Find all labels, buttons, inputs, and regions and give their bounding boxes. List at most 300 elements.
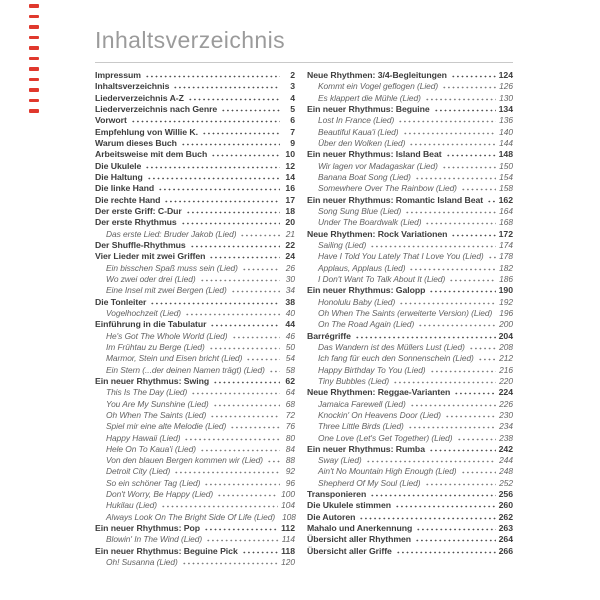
toc-entry-page: 263	[498, 523, 513, 534]
toc-entry	[95, 546, 295, 557]
toc-entry-page: 112	[281, 523, 295, 534]
leader-dots	[181, 138, 280, 146]
toc-entry-label: Einführung in die Tabulatur	[95, 319, 207, 330]
toc-entry-label: Neue Rhythmen: Reggae-Varianten	[307, 387, 451, 398]
red-edge-mark	[29, 109, 39, 113]
toc-entry-page: 24	[285, 251, 295, 262]
leader-dots	[186, 206, 280, 214]
toc-column-right	[307, 70, 513, 568]
toc-entry-label: Das erste Lied: Bruder Jakob (Lied)	[106, 228, 237, 239]
toc-entry-label: Die linke Hand	[95, 183, 155, 194]
leader-dots	[190, 240, 280, 248]
toc-entry-label: Mahalo und Anerkennung	[307, 523, 413, 534]
toc-entry	[307, 206, 513, 217]
toc-entry	[307, 399, 513, 410]
toc-entry-page: 22	[285, 239, 295, 250]
toc-entry-label: Transponieren	[307, 489, 367, 500]
toc-entry-label: Sway (Lied)	[318, 455, 362, 466]
toc-entry	[307, 240, 513, 251]
red-edge-mark	[29, 46, 39, 50]
toc-entry-page: 114	[281, 534, 295, 545]
toc-entry	[95, 115, 295, 126]
leader-dots	[131, 115, 280, 123]
toc-entry-label: Always Look On The Bright Side Of Life (Lied)	[106, 511, 276, 522]
toc-entry	[307, 217, 513, 228]
toc-entry-page: 21	[285, 228, 295, 239]
leader-dots	[416, 523, 495, 531]
toc-entry	[307, 455, 513, 466]
leader-dots	[242, 546, 278, 554]
toc-entry-label: Über den Wolken (Lied)	[318, 137, 406, 148]
toc-entry	[95, 161, 295, 172]
toc-entry	[95, 331, 295, 342]
leader-dots	[150, 297, 280, 305]
toc-entry-label: So ein schöner Tag (Lied)	[106, 477, 201, 488]
toc-entry	[307, 115, 513, 126]
toc-entry	[307, 478, 513, 489]
leader-dots	[429, 285, 495, 293]
toc-entry-page: 266	[498, 545, 513, 556]
toc-entry-page: 144	[499, 137, 513, 148]
toc-entry-label: Von den blauen Bergen kommen wir (Lied)	[106, 455, 263, 466]
toc-entry	[307, 512, 513, 523]
leader-dots	[408, 421, 496, 429]
toc-entry-label: Warum dieses Buch	[95, 137, 177, 148]
toc-entry	[95, 104, 295, 115]
leader-dots	[442, 81, 496, 89]
toc-entry-label: Lost In France (Lied)	[318, 115, 395, 126]
toc-entry-page: 120	[281, 557, 295, 568]
toc-entry-label: Vogelhochzeit (Lied)	[106, 307, 182, 318]
toc-entry-label: Applaus, Applaus (Lied)	[318, 262, 406, 273]
leader-dots	[200, 274, 280, 282]
toc-entry-label: He's Got The Whole World (Lied)	[106, 330, 228, 341]
toc-entry-page: 126	[499, 81, 513, 92]
toc-entry-page: 168	[499, 217, 513, 228]
toc-entry-label: Ein neuer Rhythmus: Beguine Pick	[95, 545, 238, 556]
toc-entry-label: Ein neuer Rhythmus: Romantic Island Beat	[307, 194, 484, 205]
toc-entry-label: Die Ukulele stimmen	[307, 500, 392, 511]
toc-entry-label: Übersicht aller Rhythmen	[307, 534, 412, 545]
toc-entry-label: Three Little Birds (Lied)	[318, 421, 404, 432]
toc-entry	[307, 149, 513, 160]
leader-dots	[158, 183, 280, 191]
toc-entry-page: 46	[285, 330, 295, 341]
toc-entry	[307, 263, 513, 274]
toc-entry	[95, 489, 295, 500]
leader-dots	[398, 115, 496, 123]
toc-entry-page: 6	[290, 115, 295, 126]
toc-entry-page: 238	[499, 432, 513, 443]
toc-entry-page: 34	[285, 285, 295, 296]
toc-entry-page: 62	[285, 375, 295, 386]
toc-entry-page: 244	[499, 455, 513, 466]
leader-dots	[395, 500, 496, 508]
leader-dots	[399, 297, 496, 305]
toc-entry	[307, 353, 513, 364]
toc-entry-page: 178	[499, 251, 513, 262]
leader-dots	[446, 149, 496, 157]
toc-entry-page: 130	[499, 92, 513, 103]
toc-entry-page: 196	[499, 307, 514, 318]
toc-entry	[95, 365, 295, 376]
toc-entry	[307, 500, 513, 511]
toc-entry-label: Oh When The Saints (erweiterte Version) (Lied)	[318, 307, 493, 318]
leader-dots	[182, 557, 278, 565]
leader-dots	[204, 478, 280, 486]
leader-dots	[213, 399, 280, 407]
toc-entry-page: 84	[285, 443, 295, 454]
toc-entry-page: 234	[499, 421, 513, 432]
toc-entry	[307, 274, 513, 285]
toc-entry	[307, 285, 513, 296]
leader-dots	[204, 523, 278, 531]
leader-dots	[415, 172, 496, 180]
leader-dots	[409, 263, 496, 271]
leader-dots	[396, 546, 496, 554]
toc-entry-label: You Are My Sunshine (Lied)	[106, 398, 209, 409]
leader-dots	[457, 433, 497, 441]
toc-entry	[95, 308, 295, 319]
toc-entry-label: Vorwort	[95, 115, 127, 126]
toc-entry-label: Es klappert die Mühle (Lied)	[318, 92, 421, 103]
toc-entry	[307, 331, 513, 342]
toc-entry	[307, 81, 513, 92]
red-edge-mark	[29, 99, 39, 103]
leader-dots	[240, 229, 280, 237]
red-edge-mark	[29, 25, 39, 29]
leader-dots	[202, 127, 280, 135]
leader-dots	[269, 365, 280, 373]
toc-entry-label: Der Shuffle-Rhythmus	[95, 239, 186, 250]
red-edge-mark	[29, 36, 39, 40]
toc-entry-page: 200	[499, 319, 513, 330]
toc-entry-page: 136	[499, 115, 513, 126]
leader-dots	[267, 455, 280, 463]
toc-entry-label: Ich fang für euch den Sonnenschein (Lied)	[318, 353, 474, 364]
toc-entry-label: Oh When The Saints (Lied)	[106, 409, 207, 420]
leader-dots	[173, 81, 280, 89]
toc-entry	[95, 512, 295, 523]
toc-entry-label: One Love (Let's Get Together) (Lied)	[318, 432, 453, 443]
toc-entry-page: 44	[285, 319, 295, 330]
leader-dots	[370, 489, 495, 497]
leader-dots	[425, 93, 496, 101]
toc-entry-label: This Is The Day (Lied)	[106, 387, 188, 398]
toc-entry-label: Ein neuer Rhythmus: Galopp	[307, 285, 426, 296]
toc-entry-label: I Don't Want To Talk About It (Lied)	[318, 273, 446, 284]
leader-dots	[209, 342, 280, 350]
toc-entry	[307, 308, 513, 319]
toc-entry	[307, 523, 513, 534]
toc-entry-label: Wo zwei oder drei (Lied)	[106, 273, 196, 284]
toc-entry	[307, 387, 513, 398]
toc-entry-page: 18	[285, 205, 295, 216]
red-edge-mark	[29, 15, 39, 19]
toc-entry-page: 260	[498, 500, 513, 511]
toc-entry-page: 186	[499, 273, 513, 284]
toc-entry-page: 148	[498, 149, 513, 160]
toc-columns	[95, 70, 513, 568]
toc-entry-label: Blowin' In The Wind (Lied)	[106, 534, 203, 545]
toc-entry-page: 264	[498, 534, 513, 545]
toc-entry	[95, 353, 295, 364]
toc-entry-label: Knockin' On Heavens Door (Lied)	[318, 409, 441, 420]
toc-entry	[95, 229, 295, 240]
leader-dots	[434, 104, 496, 112]
toc-entry-page: 162	[498, 194, 513, 205]
toc-entry-label: Arbeitsweise mit dem Buch	[95, 149, 208, 160]
toc-entry	[307, 410, 513, 421]
toc-entry-label: Die rechte Hand	[95, 194, 161, 205]
toc-entry	[95, 240, 295, 251]
toc-entry-page: 256	[498, 489, 513, 500]
toc-entry-label: Have I Told You Lately That I Love You (Lied)	[318, 251, 484, 262]
toc-entry	[307, 546, 513, 557]
toc-entry-page: 38	[285, 296, 295, 307]
leader-dots	[425, 217, 496, 225]
toc-entry-page: 58	[285, 364, 295, 375]
toc-entry	[95, 297, 295, 308]
leader-dots	[415, 534, 496, 542]
toc-entry-page: 7	[290, 126, 295, 137]
toc-entry-label: Detroit City (Lied)	[106, 466, 171, 477]
toc-entry-page: 124	[498, 70, 513, 80]
leader-dots	[221, 104, 280, 112]
toc-entry	[307, 534, 513, 545]
toc-entry-page: 14	[285, 171, 295, 182]
toc-entry-page: 10	[285, 149, 295, 160]
leader-dots	[418, 319, 496, 327]
red-edge-mark	[29, 57, 39, 61]
toc-entry	[95, 206, 295, 217]
leader-dots	[454, 387, 495, 395]
toc-entry	[95, 81, 295, 92]
toc-entry-page: 158	[499, 183, 513, 194]
toc-entry-page: 154	[499, 171, 513, 182]
toc-entry	[307, 444, 513, 455]
toc-entry-page: 20	[285, 217, 295, 228]
toc-entry	[95, 466, 295, 477]
toc-entry-page: 3	[290, 81, 295, 92]
leader-dots	[210, 319, 280, 327]
red-edge-mark	[29, 67, 39, 71]
toc-entry	[307, 319, 513, 330]
toc-entry	[95, 523, 295, 534]
leader-dots	[185, 308, 280, 316]
toc-entry-page: 30	[285, 273, 295, 284]
toc-entry-label: Marmor, Stein und Eisen bricht (Lied)	[106, 353, 243, 364]
leader-dots	[230, 421, 280, 429]
leader-dots	[393, 376, 496, 384]
toc-entry	[95, 421, 295, 432]
toc-entry-page: 224	[498, 387, 513, 398]
toc-entry-label: Ain't No Mountain High Enough (Lied)	[318, 466, 457, 477]
toc-entry-label: On The Road Again (Lied)	[318, 319, 415, 330]
toc-entry-page: 72	[285, 409, 295, 420]
leader-dots	[164, 195, 280, 203]
toc-entry	[307, 183, 513, 194]
toc-entry-page: 134	[498, 103, 513, 114]
toc-entry-page: 220	[499, 375, 513, 386]
leader-dots	[370, 240, 496, 248]
toc-entry-label: Eine Insel mit zwei Bergen (Lied)	[106, 285, 227, 296]
leader-dots	[213, 376, 280, 384]
toc-entry-page: 230	[499, 409, 513, 420]
toc-entry-label: Happy Hawaii (Lied)	[106, 432, 181, 443]
toc-entry-label: Beautiful Kaua'i (Lied)	[318, 126, 399, 137]
toc-entry-label: Spiel mir eine alte Melodie (Lied)	[106, 421, 227, 432]
toc-entry	[307, 195, 513, 206]
toc-entry-label: Neue Rhythmen: 3/4-Begleitungen	[307, 70, 447, 80]
leader-dots	[217, 489, 278, 497]
leader-dots	[410, 399, 496, 407]
toc-entry-label: Ein neuer Rhythmus: Rumba	[307, 443, 425, 454]
toc-entry-label: Die Haltung	[95, 171, 143, 182]
title-rule	[95, 62, 513, 63]
toc-entry-label: Under The Boardwalk (Lied)	[318, 217, 422, 228]
toc-entry-label: Liederverzeichnis A-Z	[95, 92, 184, 103]
toc-entry-page: 150	[499, 160, 513, 171]
leader-dots	[145, 161, 280, 169]
toc-entry-label: Hukilau (Lied)	[106, 500, 157, 511]
toc-entry	[95, 274, 295, 285]
toc-entry-label: Honolulu Baby (Lied)	[318, 296, 396, 307]
toc-entry	[307, 229, 513, 240]
leader-dots	[200, 444, 280, 452]
toc-entry-page: 140	[499, 126, 513, 137]
toc-entry	[95, 534, 295, 545]
leader-dots	[232, 331, 280, 339]
toc-entry-label: Ein neuer Rhythmus: Swing	[95, 375, 210, 386]
leader-dots	[409, 138, 496, 146]
leader-dots	[405, 206, 496, 214]
leader-dots	[242, 263, 280, 271]
toc-entry-label: Barrégriffe	[307, 330, 351, 341]
toc-entry-page: 68	[285, 398, 295, 409]
toc-entry-label: Shepherd Of My Soul (Lied)	[318, 477, 421, 488]
toc-entry-label: Impressum	[95, 70, 141, 80]
leader-dots	[461, 466, 497, 474]
red-edge-mark	[29, 4, 39, 8]
leader-dots	[210, 410, 280, 418]
toc-entry-label: Jamaica Farewell (Lied)	[318, 398, 406, 409]
toc-entry	[95, 399, 295, 410]
toc-entry	[95, 410, 295, 421]
leader-dots	[191, 387, 280, 395]
leader-dots	[442, 161, 496, 169]
toc-entry-page: 108	[282, 511, 296, 522]
toc-entry	[95, 444, 295, 455]
toc-entry	[307, 365, 513, 376]
toc-entry	[307, 93, 513, 104]
toc-entry	[307, 433, 513, 444]
leader-dots	[147, 172, 280, 180]
leader-dots	[429, 444, 496, 452]
toc-entry-page: 216	[499, 364, 513, 375]
toc-entry	[95, 455, 295, 466]
toc-entry-page: 16	[285, 183, 295, 194]
toc-entry	[95, 433, 295, 444]
toc-entry-page: 248	[499, 466, 513, 477]
toc-entry-page: 208	[499, 341, 513, 352]
toc-entry-label: Don't Worry, Be Happy (Lied)	[106, 489, 214, 500]
toc-entry-page: 118	[281, 545, 295, 556]
leader-dots	[181, 217, 280, 225]
toc-entry-label: Wir lagen vor Madagaskar (Lied)	[318, 160, 438, 171]
red-edge-mark	[29, 78, 39, 82]
leader-dots	[461, 183, 496, 191]
leader-dots	[188, 93, 280, 101]
toc-entry-label: Im Frühtau zu Berge (Lied)	[106, 341, 205, 352]
toc-entry-label: Das Wandern ist des Müllers Lust (Lied)	[318, 341, 465, 352]
leader-dots	[211, 149, 280, 157]
toc-entry-label: Empfehlung von Willie K.	[95, 126, 198, 137]
leader-dots	[469, 342, 496, 350]
leader-dots	[184, 433, 280, 441]
leader-dots	[488, 251, 496, 259]
page-title: Inhaltsverzeichnis	[95, 27, 286, 53]
toc-entry-label: Ein neuer Rhythmus: Beguine	[307, 103, 430, 114]
leader-dots	[366, 455, 497, 463]
toc-entry	[307, 104, 513, 115]
toc-entry	[95, 376, 295, 387]
toc-entry-label: Hele On To Kaua'i (Lied)	[106, 443, 196, 454]
leader-dots	[359, 512, 495, 520]
toc-entry-label: Der erste Griff: C-Dur	[95, 205, 182, 216]
toc-entry-page: 182	[499, 262, 513, 273]
toc-entry-page: 226	[499, 398, 513, 409]
leader-dots	[403, 127, 497, 135]
toc-entry-label: Somewhere Over The Rainbow (Lied)	[318, 183, 457, 194]
toc-entry-page: 92	[285, 466, 295, 477]
toc-entry-page: 190	[498, 285, 513, 296]
toc-entry-page: 104	[281, 500, 295, 511]
toc-entry-page: 2	[290, 70, 295, 80]
leader-dots	[209, 251, 280, 259]
toc-entry	[307, 70, 513, 81]
toc-entry-page: 192	[499, 296, 513, 307]
toc-entry-page: 5	[290, 103, 295, 114]
toc-entry-page: 174	[499, 239, 513, 250]
edge-marks	[29, 4, 39, 113]
toc-entry	[95, 183, 295, 194]
leader-dots	[478, 353, 496, 361]
toc-entry	[95, 70, 295, 81]
leader-dots	[145, 70, 280, 78]
toc-entry-page: 212	[499, 353, 513, 364]
toc-entry	[307, 297, 513, 308]
toc-entry-page: 12	[285, 160, 295, 171]
toc-entry-label: Die Autoren	[307, 511, 356, 522]
toc-entry	[95, 217, 295, 228]
toc-entry	[307, 172, 513, 183]
toc-entry	[95, 93, 295, 104]
leader-dots	[161, 500, 278, 508]
toc-entry	[95, 387, 295, 398]
toc-entry-label: Neue Rhythmen: Rock Variationen	[307, 228, 448, 239]
toc-entry-label: Sailing (Lied)	[318, 239, 367, 250]
toc-entry	[307, 127, 513, 138]
leader-dots	[425, 478, 497, 486]
toc-entry-label: Liederverzeichnis nach Genre	[95, 103, 218, 114]
toc-entry	[95, 127, 295, 138]
toc-entry-page: 96	[285, 477, 295, 488]
leader-dots	[430, 365, 497, 373]
toc-entry-label: Ein Stern (...der deinen Namen trägt) (Lied)	[106, 364, 265, 375]
toc-entry-label: Inhaltsverzeichnis	[95, 81, 170, 92]
toc-entry-page: 242	[498, 443, 513, 454]
